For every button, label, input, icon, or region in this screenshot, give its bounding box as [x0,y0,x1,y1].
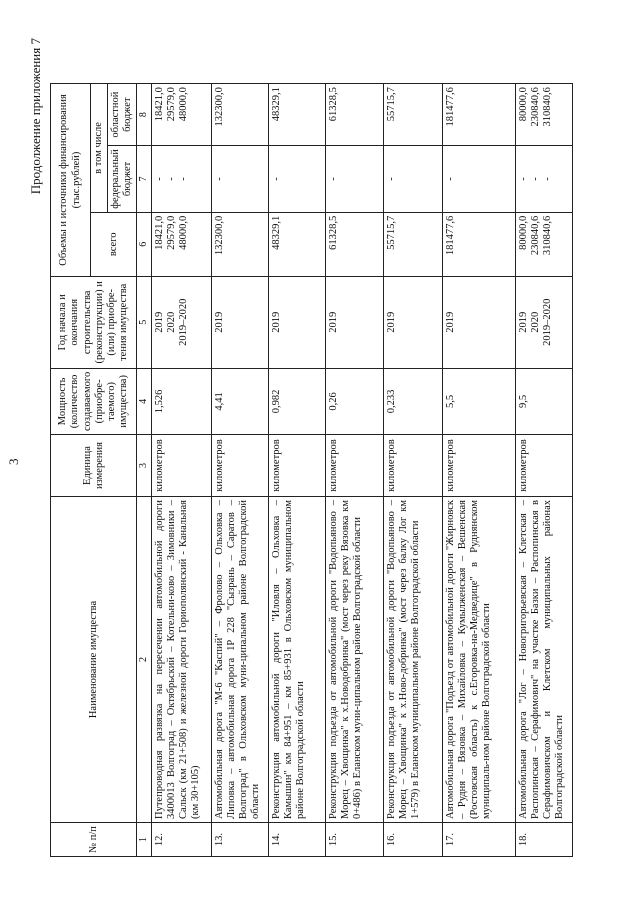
total-cell-value: 29579,0 [165,215,177,250]
total-cell [211,212,268,276]
total-cell-value: 230840,6 [529,215,541,256]
year-cell [211,276,268,368]
regional-cell-value: 132300,0 [213,87,225,127]
total-cell [325,212,383,276]
year-cell-value: 2020 [165,311,177,333]
column-index-row [137,84,152,857]
capacity-cell: 5,5 [442,368,515,434]
regional-cell-value: 18421,0 [153,87,165,122]
regional-cell [515,84,572,146]
regional-cell-value: 55715,7 [385,87,397,122]
table-row [268,84,325,857]
property-table [50,83,573,857]
header-year: Год начала и окончания строительства (реконструкции) и (или) приобре-тения имущества [51,276,137,368]
regional-cell [325,84,383,146]
federal-cell-value: - [541,177,553,181]
year-cell-value: 2019 [444,311,456,333]
property-name: Автомобильная дорога "Лог – Новогригорьевская – Клетская – Распопинская – Серафимович" на участке Базки – Распопинская в Серафимовичском и Клетском муниципальных районах Волгоградской области [515,497,572,823]
total-cell-value: 18421,0 [153,215,165,250]
total-cell-value: 48329,1 [270,215,282,250]
unit-cell: километров [383,435,442,497]
property-name: Реконструкция автомобильной дороги "Иловля – Ольховка – Камышин" км 84+951 – км 85+931 в Ольховском муниципальном районе Волгоградской области [268,497,325,823]
year-cell [151,276,211,368]
col-index: 3 [137,435,152,497]
federal-cell [515,146,572,213]
table-row [383,84,442,857]
unit-cell: километров [211,435,268,497]
table-body [137,84,573,857]
continuation-caption: Продолжение приложения 7 [28,38,43,195]
federal-cell-value: - [165,177,177,181]
federal-cell-value: - [529,177,541,181]
table-row [442,84,515,857]
header-capacity: Мощность (количество создаваемого (приобре-таемого) имущества) [51,368,137,434]
header-no: № п/п [51,823,137,857]
year-cell-value: 2019 [385,311,397,333]
total-cell [515,212,572,276]
row-number: 12. [151,823,211,857]
total-cell-value: 48000,0 [177,215,189,250]
federal-cell-value: - [177,177,189,181]
year-cell-value: 2019 [270,311,282,333]
total-cell-value: 80000,0 [517,215,529,250]
table-row [515,84,572,857]
federal-cell [442,146,515,213]
row-number: 14. [268,823,325,857]
capacity-cell: 1,526 [151,368,211,434]
capacity-cell: 4,41 [211,368,268,434]
property-name: Автомобильная дорога "Подъезд от автомобильной дороги "Жирновск – Рудня – Вязовка – Михайловка – Кумылженская – Вешенская (Ростовская область) к с.Егоровка-на-Медведице" в Руднянском муниципаль-ном районе Волгоградской области [442,497,515,823]
page-number: 3 [6,458,21,465]
year-cell-value: 2020 [529,311,541,333]
col-index: 2 [137,497,152,823]
col-index: 4 [137,368,152,434]
federal-cell-value: - [153,177,165,181]
header-unit: Единица измерения [51,435,137,497]
federal-cell-value: - [444,177,456,181]
row-number: 17. [442,823,515,857]
regional-cell-value: 80000,0 [517,87,529,122]
federal-cell-value: - [385,177,397,181]
year-cell [442,276,515,368]
year-cell [325,276,383,368]
regional-cell [151,84,211,146]
total-cell-value: 310840,6 [541,215,553,256]
total-cell-value: 181477,6 [444,215,456,256]
table-row [151,84,211,857]
header-funding: Объемы и источники финансирования (тыс.рублей) [51,84,91,277]
table-row [211,84,268,857]
regional-cell-value: 181477,6 [444,87,456,127]
header-incl: в том числе [91,84,108,213]
federal-cell-value: - [213,177,225,181]
row-number: 16. [383,823,442,857]
col-index: 6 [137,212,152,276]
year-cell-value: 2019 [327,311,339,333]
regional-cell-value: 230840,6 [529,87,541,127]
capacity-cell: 0,26 [325,368,383,434]
property-name: Автомобильная дорога "М-6 "Каспий" – Фролово – Ольховка – Липовка – автомобильная дорога 1Р 228 "Сызрань – Саратов – Волгоград" в Ольховском муни-ципальном районе Волгоградской области [211,497,268,823]
year-cell-value: 2019–2020 [541,298,553,346]
year-cell-value: 2019 [517,311,529,333]
unit-cell: километров [268,435,325,497]
row-number: 15. [325,823,383,857]
col-index: 7 [137,146,152,213]
regional-cell-value: 48000,0 [177,87,189,122]
federal-cell-value: - [517,177,529,181]
federal-cell [325,146,383,213]
header-total: всего [91,212,137,276]
capacity-cell: 0,233 [383,368,442,434]
header-name: Наименование имущества [51,497,137,823]
col-index: 8 [137,84,152,146]
col-index: 5 [137,276,152,368]
header-federal: федеральный бюджет [108,146,137,213]
year-cell [268,276,325,368]
property-name: Реконструкция подъезда от автомобильной дороги "Водопьяново – Морец – Хвощинка" к х.Новодобринка" (мост через реку Вязовка км 0+486) в Еланском муни-ципальном районе Волгоградской области [325,497,383,823]
regional-cell-value: 310840,6 [541,87,553,127]
total-cell [268,212,325,276]
year-cell-value: 2019 [213,311,225,333]
col-index: 1 [137,823,152,857]
row-number: 13. [211,823,268,857]
total-cell-value: 55715,7 [385,215,397,250]
year-cell-value: 2019–2020 [177,298,189,346]
federal-cell-value: - [270,177,282,181]
capacity-cell: 9,5 [515,368,572,434]
header-regional: областной бюджет [108,84,137,146]
table-row [325,84,383,857]
federal-cell [383,146,442,213]
total-cell [442,212,515,276]
unit-cell: километров [325,435,383,497]
year-cell-value: 2019 [153,311,165,333]
federal-cell-value: - [327,177,339,181]
unit-cell: километров [442,435,515,497]
total-cell [383,212,442,276]
total-cell-value: 61328,5 [327,215,339,250]
total-cell [151,212,211,276]
total-cell-value: 132300,0 [213,215,225,256]
regional-cell-value: 48329,1 [270,87,282,122]
regional-cell [442,84,515,146]
regional-cell [383,84,442,146]
federal-cell [151,146,211,213]
unit-cell: километров [515,435,572,497]
capacity-cell: 0,982 [268,368,325,434]
year-cell [515,276,572,368]
regional-cell-value: 29579,0 [165,87,177,122]
unit-cell: километров [151,435,211,497]
regional-cell [211,84,268,146]
federal-cell [211,146,268,213]
regional-cell-value: 61328,5 [327,87,339,122]
year-cell [383,276,442,368]
regional-cell [268,84,325,146]
property-name: Реконструкция подъезда от автомобильной дороги "Водопьяново – Морец – Хвощинка" к х.Ново-добринка" (мост через балку Лог км 1+579) в Еланском муниципальном районе Волгоградской области [383,497,442,823]
row-number: 18. [515,823,572,857]
federal-cell [268,146,325,213]
property-name: Путепроводная развязка на пересечении автомобильной дороги 3400013 Волгоград – Октябрьский – Котельни-ково – Зимовники – Сальск (км 21+508) и железной дороги Гориополянский - Канальная (км 30+105) [151,497,211,823]
